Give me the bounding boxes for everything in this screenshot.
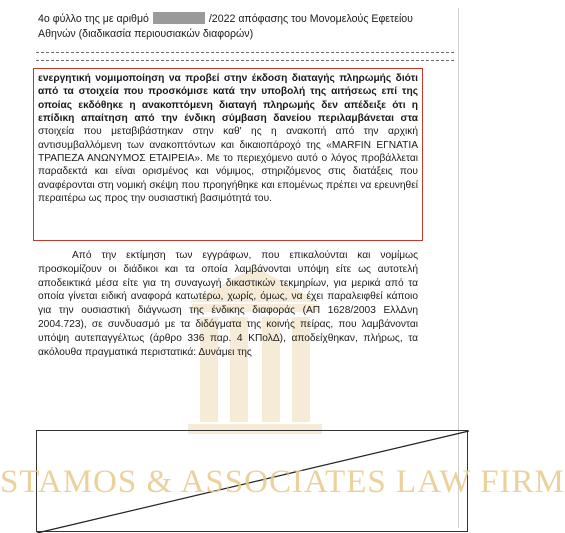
page-header [38,12,458,42]
separator-line [36,52,454,53]
header-line2: Αθηνών (διαδικασία περιουσιακών διαφορών) [38,28,254,40]
header-line1-prefix: 4ο φύλλο της με αριθμό [38,13,149,25]
separator-line [36,60,454,61]
highlighted-passage [33,68,423,241]
watermark-text: STAMOS & ASSOCIATES LAW FIRM [0,464,565,500]
highlighted-bold-text: ενεργητική νομιμοποίηση να προβεί στην έκδοση διαταγής πληρωμής διότι από τα στοιχεία που προσκόμισε κατά την υποβολή της αιτήσεως επί της οποίας εκδόθηκε η ανακοπτόμενη διαταγή πληρωμής δεν απέδειξε ότι η επίδικη απαίτηση από την ένδικη σύμβαση δανείου περιλαμβάνεται στα [38,73,418,125]
redacted-case-number [153,12,205,24]
header-line1-suffix: /2022 απόφασης του Μονομελούς Εφετείου [208,13,413,25]
body-paragraph: Από την εκτίμηση των εγγράφων, που επικαλούνται και νομίμως προσκομίζουν οι διάδικοι και τα οποία λαμβάνονται υπόψη είτε ως αυτοτελή αποδεικτικά μέσα είτε για τη συναγωγή δικαστικών τεκμηρίων, για μερικά από τα οποία γίνεται ειδική αναφορά κατωτέρω, χωρίς, όμως, να έχει παραλειφθεί κάποιο για την ουσιαστική διάγνωση της ένδικης διαφοράς (ΑΠ 1628/2003 ΕλλΔνη 2004.723), σε συνδυασμό με τα διδάγματα της κοινής πείρας, που λαμβάνονται υπόψη αυτεπαγγέλτως (άρθρο 336 παρ. 4 ΚΠολΔ), αποδείχθηκαν, πλήρως, τα ακόλουθα πραγματικά περιστατικά: Δυνάμει της [38,250,418,358]
highlighted-normal-text: στοιχεία που μεταβιβάστηκαν στην καθ' ης η ανακοπή από την αρχική αντισυμβαλλόμενη των ανακοπτόντων και δικαιοπάροχό της «MARFIN ΕΓΝΑΤΙΑ ΤΡΑΠΕΖΑ ΑΝΩΝΥΜΟΣ ΕΤΑΙΡΕΙΑ». Με το περιεχόμενο αυτό ο λόγος προβάλλεται παραδεκτά και είναι ορισμένος και νόμιμος, στηριζόμενος στις διατάξεις που αναφέρονται στη νομική σκέψη που προηγήθηκε και επομένως πρέπει να ερευνηθεί περαιτέρω ως προς την ουσιαστική βασιμότητά του. [38,126,418,205]
